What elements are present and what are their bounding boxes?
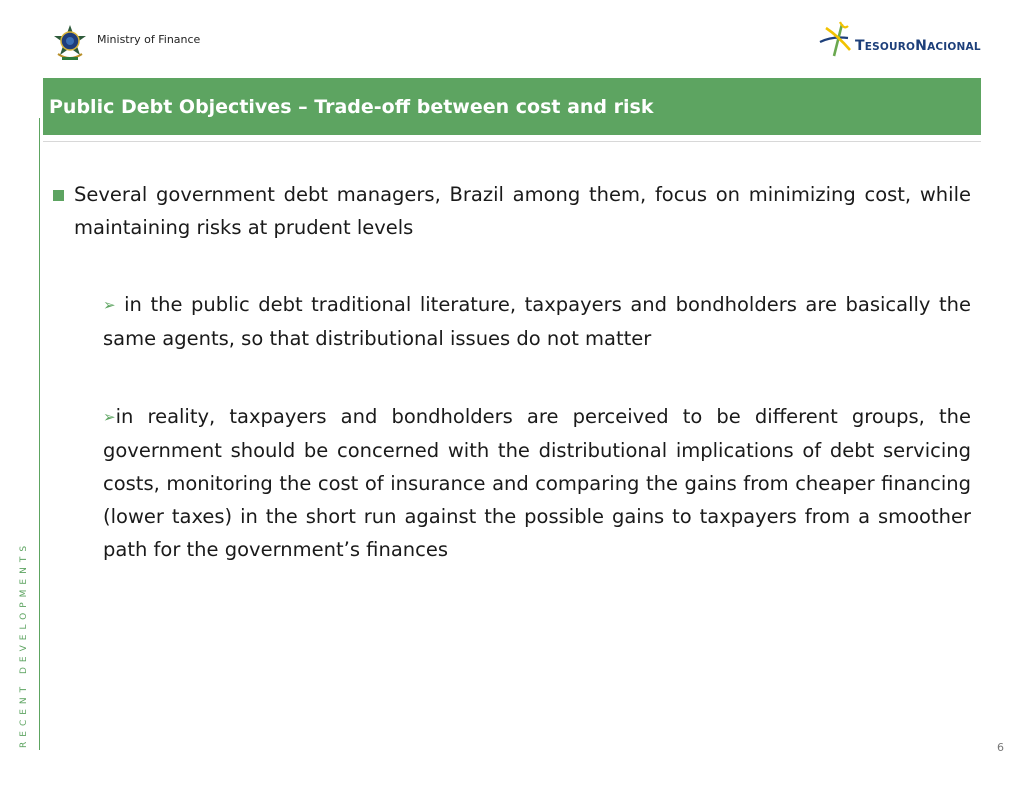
page-number: 6 xyxy=(997,741,1004,754)
main-bullet xyxy=(53,178,971,244)
square-bullet-icon xyxy=(53,190,64,201)
sub-bullet-1 xyxy=(103,288,971,355)
arrow-bullet-icon: ➢ xyxy=(103,408,116,426)
arrow-bullet-icon: ➢ xyxy=(103,296,116,314)
ministry-label: Ministry of Finance xyxy=(97,33,201,46)
brazil-coat-of-arms-icon xyxy=(52,24,88,62)
left-rule xyxy=(39,118,40,750)
title-bar xyxy=(43,78,981,135)
tesouro-nacional-logo xyxy=(818,20,981,60)
sub-bullet-1-text: in the public debt traditional literature, taxpayers and bondholders are basically the same agents, so that distributional issues do not matter xyxy=(103,293,971,350)
logo-text: TESOURONACIONAL xyxy=(855,38,981,54)
sub-bullet-2-text: in reality, taxpayers and bondholders are perceived to be different groups, the government should be concerned with the distributional implications of debt servicing costs, monitoring the cost of insurance and comparing the gains from cheaper financing (lower taxes) in the short run against the possible gains to taxpayers from a smoother path for the government’s finances xyxy=(103,405,971,561)
main-bullet-text: Several government debt managers, Brazil among them, focus on minimizing cost, while maintaining risks at prudent levels xyxy=(74,183,971,239)
side-label: RECENT DEVELOPMENTS xyxy=(19,540,29,748)
title-divider xyxy=(43,141,981,142)
sub-bullet-2 xyxy=(103,400,971,566)
slide-title: Public Debt Objectives – Trade-off between cost and risk xyxy=(49,96,654,118)
